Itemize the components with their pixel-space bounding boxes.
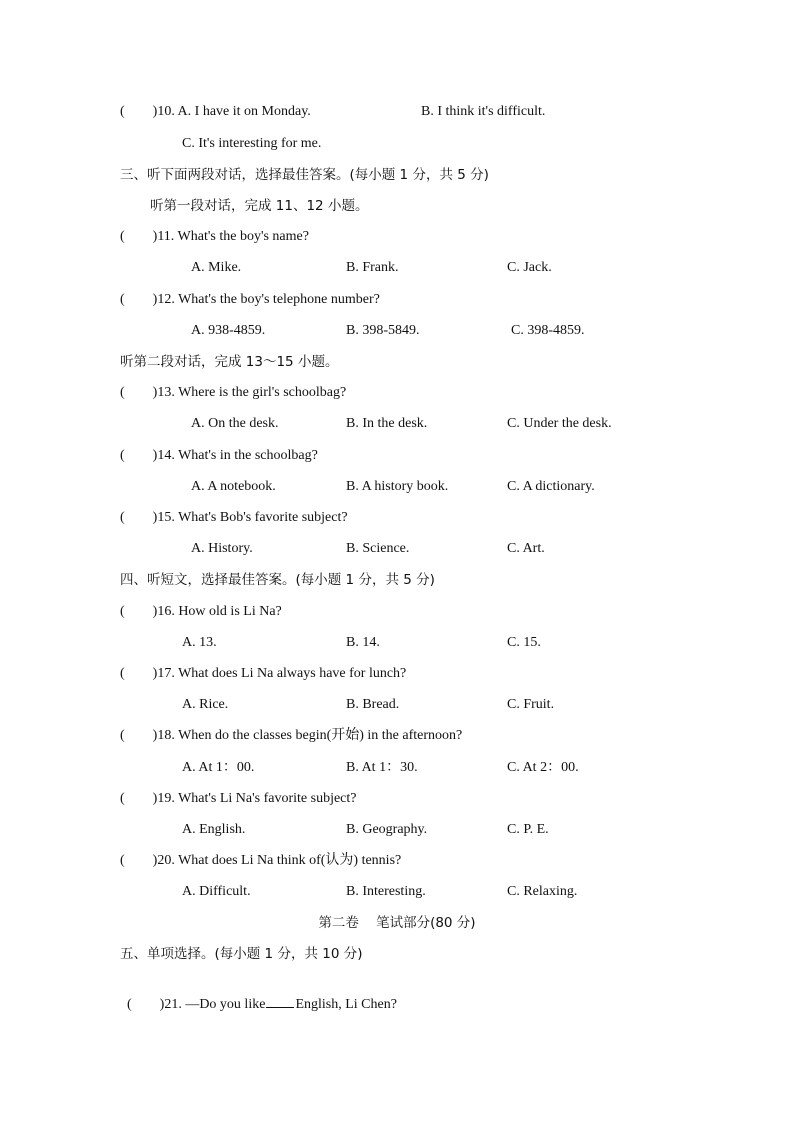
option-c: C. At 2：00. [507, 760, 579, 775]
option-b: B. In the desk. [346, 416, 428, 431]
option-a: A. 938-4859. [191, 323, 266, 338]
option-b: B. 398-5849. [346, 323, 420, 338]
option-a: A. 13. [182, 635, 217, 650]
option-b: B. Science. [346, 541, 410, 556]
question-19: ( )19. What's Li Na's favorite subject? [120, 791, 357, 806]
option-b: B. At 1：30. [346, 760, 418, 775]
option-b: B. I think it's difficult. [421, 104, 546, 119]
option-c: C. Art. [507, 541, 545, 556]
option-c: C. P. E. [507, 822, 549, 837]
option-b: B. 14. [346, 635, 380, 650]
dialog-1-instruction: 听第一段对话，完成 11、12 小题。 [150, 198, 369, 214]
section-4-title: 四、听短文，选择最佳答案。(每小题 1 分，共 5 分) [120, 572, 435, 588]
option-c: C. A dictionary. [507, 479, 595, 494]
question-21-prefix: ( )21. —Do you like [127, 997, 266, 1012]
question-14: ( )14. What's in the schoolbag? [120, 448, 318, 463]
option-c: C. Relaxing. [507, 884, 578, 899]
option-b: B. Geography. [346, 822, 428, 837]
question-16: ( )16. How old is Li Na? [120, 604, 282, 619]
option-a: A. English. [182, 822, 246, 837]
option-a: A. Difficult. [182, 884, 251, 899]
question-20: ( )20. What does Li Na think of(认为) tennis? [120, 853, 402, 868]
part-2-title: 第二卷 笔试部分(80 分) [318, 915, 476, 931]
question-21 [120, 977, 397, 1014]
option-c: C. Fruit. [507, 697, 555, 712]
option-b: B. Frank. [346, 260, 399, 275]
question-12: ( )12. What's the boy's telephone number? [120, 292, 380, 307]
option-b: B. Interesting. [346, 884, 426, 899]
option-c: C. 15. [507, 635, 541, 650]
option-c: C. It's interesting for me. [182, 136, 322, 151]
option-c: C. Jack. [507, 260, 552, 275]
question-11: ( )11. What's the boy's name? [120, 229, 309, 244]
question-17: ( )17. What does Li Na always have for lunch? [120, 666, 407, 681]
dialog-2-instruction: 听第二段对话，完成 13～15 小题。 [120, 354, 339, 370]
section-5-title: 五、单项选择。(每小题 1 分，共 10 分) [120, 946, 363, 962]
option-a: A. Mike. [191, 260, 242, 275]
option-c: C. Under the desk. [507, 416, 612, 431]
section-3-title: 三、听下面两段对话，选择最佳答案。(每小题 1 分，共 5 分) [120, 167, 489, 183]
question-21-suffix: English, Li Chen? [295, 997, 397, 1012]
option-b: B. Bread. [346, 697, 400, 712]
answer-blank [266, 995, 294, 1008]
option-a: A. On the desk. [191, 416, 279, 431]
option-a: A. At 1：00. [182, 760, 255, 775]
option-a: A. History. [191, 541, 253, 556]
option-a: A. Rice. [182, 697, 229, 712]
question-10: ( )10. A. I have it on Monday. [120, 104, 311, 119]
question-15: ( )15. What's Bob's favorite subject? [120, 510, 348, 525]
question-13: ( )13. Where is the girl's schoolbag? [120, 385, 347, 400]
option-c: C. 398-4859. [511, 323, 585, 338]
question-18: ( )18. When do the classes begin(开始) in the afternoon? [120, 728, 463, 743]
option-b: B. A history book. [346, 479, 449, 494]
option-a: A. A notebook. [191, 479, 276, 494]
